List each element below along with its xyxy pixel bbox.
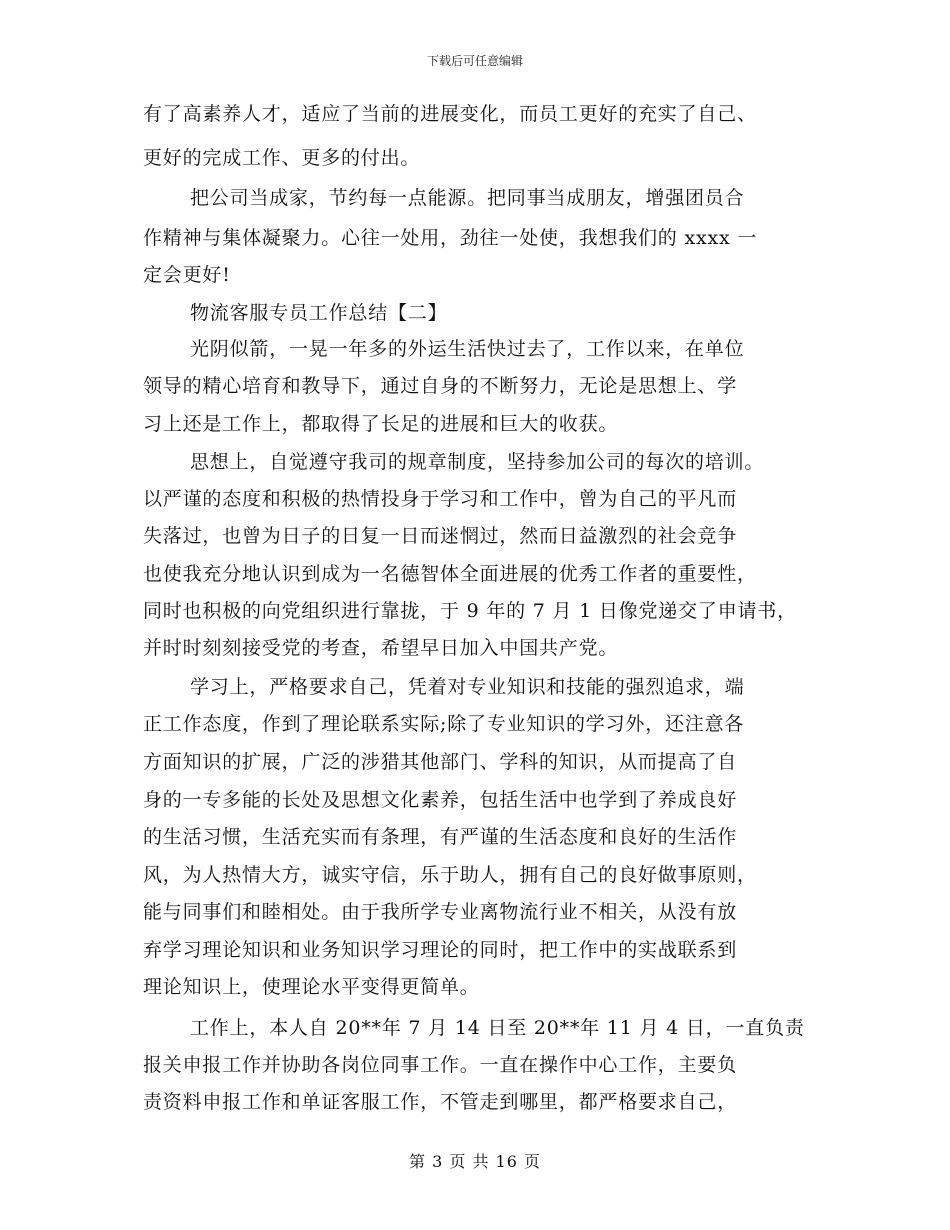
text-line: 正工作态度，作到了理论联系实际;除了专业知识的学习外，还注意各 — [143, 713, 745, 735]
text-line: 失落过，也曾为日子的日复一日而迷惘过，然而日益激烈的社会竞争 — [143, 525, 738, 547]
text-line: 风，为人热情大方，诚实守信，乐于助人，拥有自己的良好做事原则， — [143, 864, 757, 886]
text-line: 领导的精心培育和教导下，通过自身的不断努力，无论是思想上、学 — [143, 375, 738, 397]
text-line: 学习上，严格要求自己，凭着对专业知识和技能的强烈追求，端 — [190, 676, 745, 698]
page-number: 第 3 页 共 16 页 — [409, 1152, 541, 1171]
text-line: 责资料申报工作和单证客服工作，不管走到哪里，都严格要求自己， — [143, 1091, 738, 1113]
text-line: 以严谨的态度和积极的热情投身于学习和工作中，曾为自己的平凡而 — [143, 488, 738, 510]
text-line: 工作上，本人自 20**年 7 月 14 日至 20**年 11 月 4 日，一直负责 — [190, 1017, 805, 1039]
text-line: 作精神与集体凝聚力。心往一处用，劲往一处使，我想我们的 xxxx 一 — [143, 227, 758, 249]
text-line: 报关申报工作并协助各岗位同事工作。一直在操作中心工作，主要负 — [143, 1054, 738, 1076]
text-line: 弃学习理论知识和业务知识学习理论的同时，把工作中的实战联系到 — [143, 939, 738, 961]
text-line: 更好的完成工作、更多的付出。 — [143, 147, 421, 169]
text-line: 定会更好! — [143, 264, 231, 286]
text-line: 方面知识的扩展，广泛的涉猎其他部门、学科的知识，从而提高了自 — [143, 751, 738, 773]
text-line: 能与同事们和睦相处。由于我所学专业离物流行业不相关，从没有放 — [143, 901, 738, 923]
section-heading: 物流客服专员工作总结【二】 — [190, 302, 448, 324]
text-line: 身的一专多能的长处及思想文化素养，包括生活中也学到了养成良好 — [143, 789, 738, 811]
text-line: 光阴似箭，一晃一年多的外运生活快过去了，工作以来，在单位 — [190, 338, 745, 360]
text-line: 同时也积极的向党组织进行靠拢，于 9 年的 7 月 1 日像党递交了申请书， — [143, 600, 797, 622]
text-line: 把公司当成家，节约每一点能源。把同事当成朋友，增强团员合 — [190, 187, 745, 209]
page-header-note: 下载后可任意编辑 — [426, 54, 523, 68]
text-line: 也使我充分地认识到成为一名德智体全面进展的优秀工作者的重要性， — [143, 563, 757, 585]
text-line: 有了高素养人才，适应了当前的进展变化，而员工更好的充实了自己、 — [143, 103, 757, 125]
text-line: 的生活习惯，生活充实而有条理，有严谨的生活态度和良好的生活作 — [143, 826, 738, 848]
text-line: 思想上，自觉遵守我司的规章制度，坚持参加公司的每次的培训。 — [190, 451, 765, 473]
text-line: 习上还是工作上，都取得了长足的进展和巨大的收获。 — [143, 413, 619, 435]
text-line: 理论知识上，使理论水平变得更简单。 — [143, 976, 480, 998]
text-line: 并时时刻刻接受党的考查，希望早日加入中国共产党。 — [143, 637, 619, 659]
